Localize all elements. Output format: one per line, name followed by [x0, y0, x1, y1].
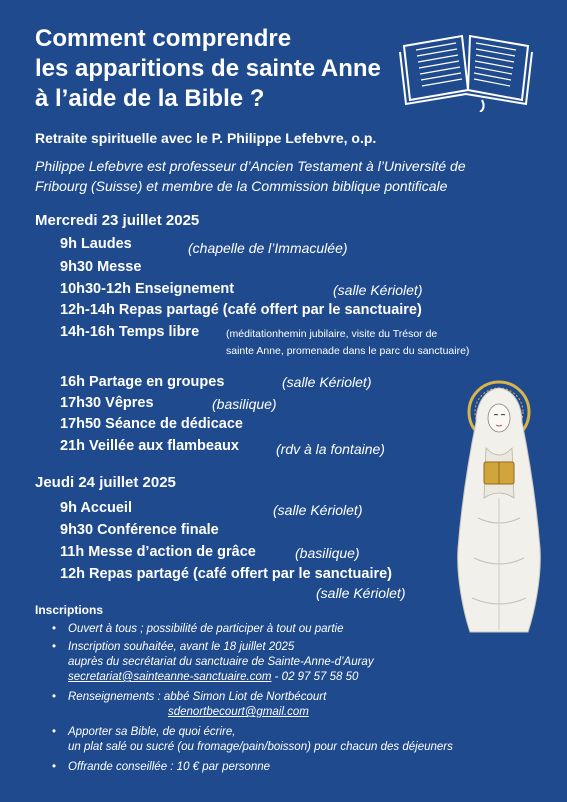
list-item-text: un plat salé ou sucré (ou fromage/pain/boisson) pour chacun des déjeuners [68, 741, 453, 753]
schedule-location: (salle Kériolet) [282, 374, 372, 390]
list-item [52, 725, 453, 755]
page-title [35, 24, 381, 114]
schedule-item: 14h-16h Temps libre [60, 324, 200, 340]
schedule-item: 9h30 Conférence finale [60, 522, 219, 538]
email-link[interactable]: secretariat@sainteanne-sanctuaire.com [68, 671, 272, 683]
bullet-icon: • [52, 641, 57, 653]
title-line: Comment comprendre [35, 25, 292, 52]
list-item-text: auprès du secrétariat du sanctuaire de Sainte-Anne-d’Auray [68, 656, 374, 668]
bullet-icon: • [52, 761, 57, 773]
bullet-icon: • [52, 691, 57, 703]
schedule-item: 9h30 Messe [60, 259, 142, 275]
inscriptions-heading: Inscriptions [35, 603, 104, 617]
bullet-icon: • [52, 726, 57, 738]
title-line: les apparitions de sainte Anne [35, 55, 381, 82]
open-bible-icon [396, 28, 536, 112]
schedule-location: (chapelle de l’Immaculée) [188, 240, 348, 256]
schedule-item: 17h30 Vêpres [60, 395, 154, 411]
list-item [52, 690, 326, 720]
list-item-text: Inscription souhaitée, avant le 18 juillet 2025 [68, 641, 295, 653]
schedule-item: 17h50 Séance de dédicace [60, 416, 243, 432]
list-item [52, 622, 344, 637]
bio-line: Fribourg (Suisse) et membre de la Commission biblique pontificale [35, 178, 448, 194]
schedule-location: (salle Kériolet) [316, 585, 406, 601]
location-line: sainte Anne, promenade dans le parc du sanctuaire) [226, 345, 470, 357]
list-item-text: Offrande conseillée : 10 € par personne [68, 761, 271, 773]
bio-line: Philippe Lefebvre est professeur d’Ancien Testament à l’Université de [35, 158, 466, 174]
schedule-location: (salle Kériolet) [273, 502, 363, 518]
title-line: à l’aide de la Bible ? [35, 85, 265, 112]
saint-anne-statue-icon [448, 378, 550, 638]
phone-number: - 02 97 57 58 50 [271, 671, 359, 683]
schedule-item: 11h Messe d’action de grâce [60, 544, 256, 560]
bullet-icon: • [52, 623, 57, 635]
schedule-item: 12h Repas partagé (café offert par le sanctuaire) [60, 566, 393, 582]
schedule-location: (salle Kériolet) [333, 282, 423, 298]
schedule-item: 9h Laudes [60, 236, 132, 252]
list-item [52, 760, 270, 775]
schedule-item: 12h-14h Repas partagé (café offert par le sanctuaire) [60, 302, 422, 318]
email-link[interactable]: sdenortbecourt@gmail.com [168, 706, 309, 718]
list-item-text: Ouvert à tous ; possibilité de participer à tout ou partie [68, 623, 344, 635]
subtitle: Retraite spirituelle avec le P. Philippe Lefebvre, o.p. [35, 130, 377, 146]
schedule-location: (basilique) [212, 396, 277, 412]
schedule-item: 16h Partage en groupes [60, 374, 225, 390]
schedule-item: 10h30-12h Enseignement [60, 281, 235, 297]
speaker-bio [35, 156, 466, 196]
schedule-item: 9h Accueil [60, 500, 132, 516]
day2-heading: Jeudi 24 juillet 2025 [35, 474, 176, 491]
day1-heading: Mercredi 23 juillet 2025 [35, 212, 200, 229]
schedule-location: (basilique) [295, 545, 360, 561]
location-line: (méditationhemin jubilaire, visite du Trésor de [226, 328, 438, 340]
list-item [52, 640, 374, 685]
schedule-location [226, 326, 469, 360]
schedule-item: 21h Veillée aux flambeaux [60, 438, 239, 454]
schedule-location: (rdv à la fontaine) [276, 441, 385, 457]
list-item-text: Apporter sa Bible, de quoi écrire, [68, 726, 236, 738]
list-item-text: Renseignements : abbé Simon Liot de Nortbécourt [68, 691, 327, 703]
